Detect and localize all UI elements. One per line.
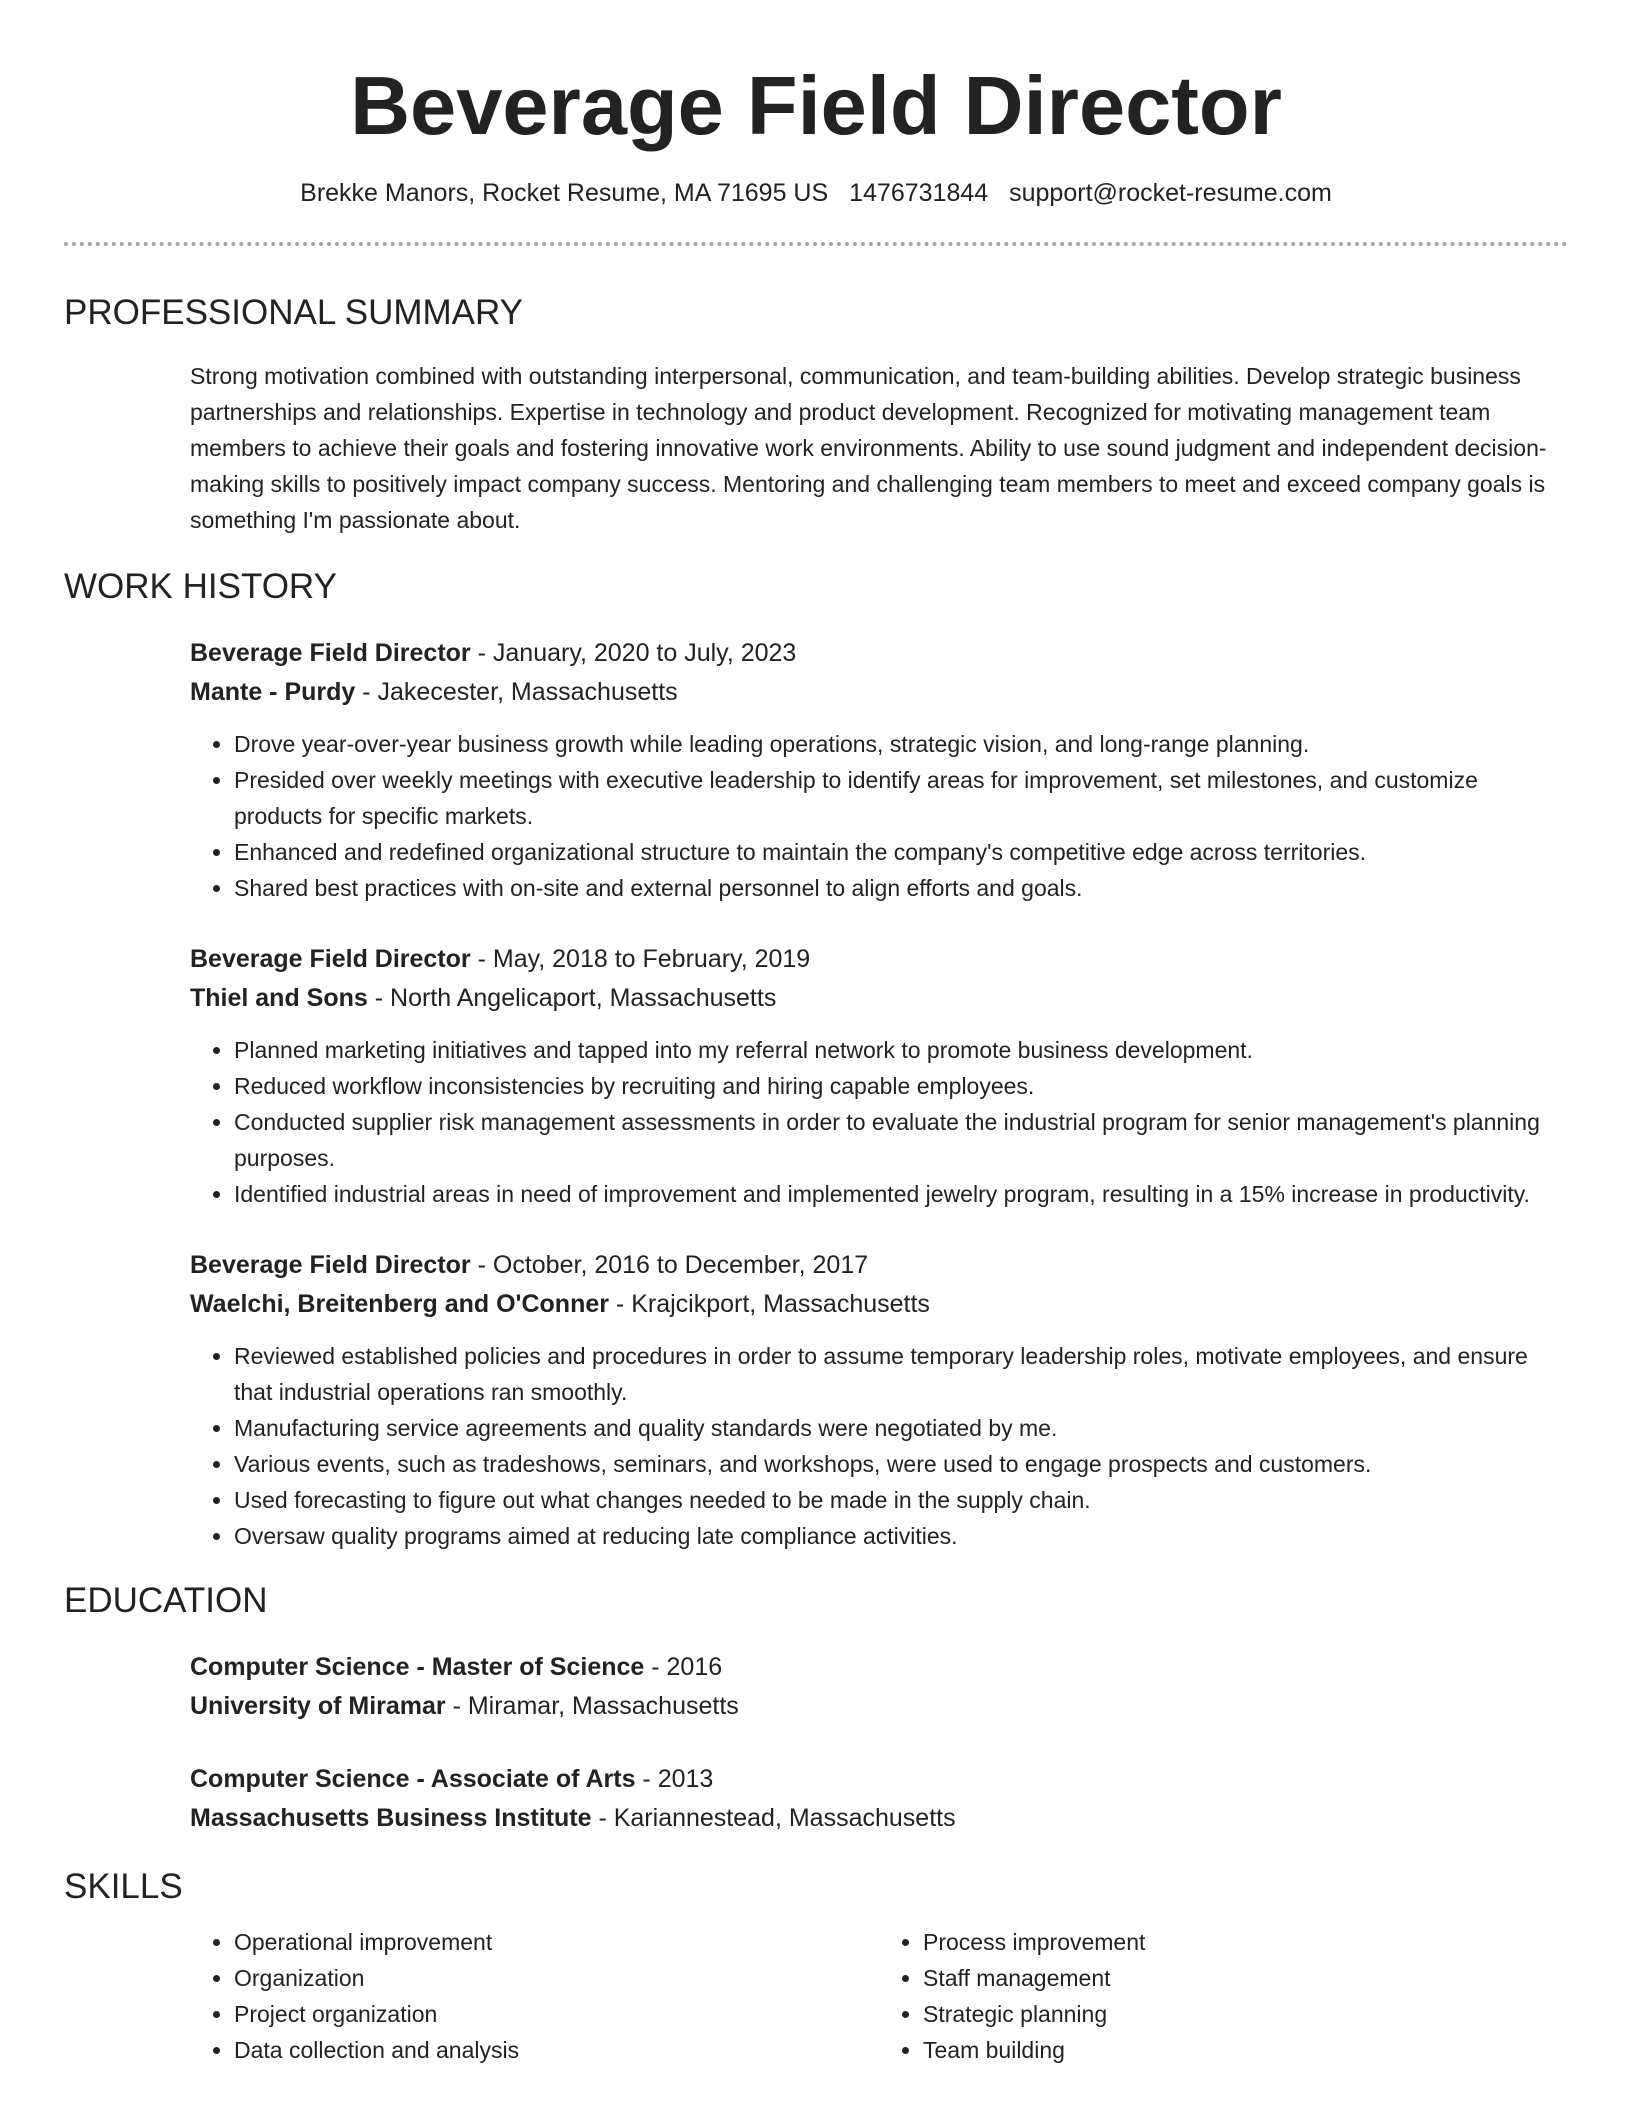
job-bullet: • Presided over weekly meetings with executive leadership to identify areas for improvement, set milestones, and customize products for specific markets. xyxy=(234,762,1568,834)
job-company: Mante - Purdy xyxy=(190,678,356,706)
education-year: - 2013 xyxy=(635,1765,714,1793)
job-location: - Jakecester, Massachusetts xyxy=(355,678,678,706)
job-company-line xyxy=(190,1285,1568,1324)
education-location: - Kariannestead, Massachusetts xyxy=(591,1804,956,1832)
job-company-line xyxy=(190,979,1568,1018)
job-location: - North Angelicaport, Massachusetts xyxy=(367,984,777,1012)
skill-item: • Project organization xyxy=(234,1996,879,2032)
section-title-summary: PROFESSIONAL SUMMARY xyxy=(64,293,523,332)
job-bullet: • Reduced workflow inconsistencies by recruiting and hiring capable employees. xyxy=(234,1068,1568,1104)
job-bullets xyxy=(190,1338,1568,1554)
job-role: Beverage Field Director xyxy=(190,639,471,667)
section-title-education: EDUCATION xyxy=(64,1581,268,1620)
education-location: - Miramar, Massachusetts xyxy=(445,1692,739,1720)
skills-column-left xyxy=(190,1924,879,2068)
education-degree: Computer Science - Master of Science xyxy=(190,1653,645,1681)
education-entry xyxy=(190,1648,1568,1726)
contact-address: Brekke Manors, Rocket Resume, MA 71695 US xyxy=(300,179,829,207)
education-school: Massachusetts Business Institute xyxy=(190,1804,592,1832)
job-role: Beverage Field Director xyxy=(190,945,471,973)
skill-item: • Operational improvement xyxy=(234,1924,879,1960)
job-title-line xyxy=(190,1246,1568,1285)
skill-item: • Process improvement xyxy=(923,1924,1568,1960)
education-degree-line xyxy=(190,1760,1568,1799)
education-school: University of Miramar xyxy=(190,1692,446,1720)
contact-phone: 1476731844 xyxy=(849,179,989,207)
job-bullet: • Shared best practices with on-site and external personnel to align efforts and goals. xyxy=(234,870,1568,906)
education-degree: Computer Science - Associate of Arts xyxy=(190,1765,636,1793)
job-role: Beverage Field Director xyxy=(190,1251,471,1279)
job-location: - Krajcikport, Massachusetts xyxy=(608,1290,930,1318)
job-dates: - January, 2020 to July, 2023 xyxy=(470,639,797,667)
job-bullet: • Reviewed established policies and procedures in order to assume temporary leadership roles, motivate employees, and ensure that industrial operations ran smoothly. xyxy=(234,1338,1568,1410)
header-divider xyxy=(64,242,1568,246)
skill-item: • Staff management xyxy=(923,1960,1568,1996)
job-bullet: • Identified industrial areas in need of improvement and implemented jewelry program, resulting in a 15% increase in productivity. xyxy=(234,1176,1568,1212)
job-bullet: • Various events, such as tradeshows, seminars, and workshops, were used to engage prospects and customers. xyxy=(234,1446,1568,1482)
section-title-skills: SKILLS xyxy=(64,1867,183,1906)
section-title-work-history: WORK HISTORY xyxy=(64,567,337,606)
education-school-line xyxy=(190,1799,1568,1838)
job-bullet: • Drove year-over-year business growth while leading operations, strategic vision, and long-range planning. xyxy=(234,726,1568,762)
work-history-list xyxy=(190,634,1568,1554)
job-dates: - October, 2016 to December, 2017 xyxy=(470,1251,869,1279)
job-bullet: • Used forecasting to figure out what changes needed to be made in the supply chain. xyxy=(234,1482,1568,1518)
candidate-name: Beverage Field Director xyxy=(350,59,1282,152)
job-bullets xyxy=(190,1032,1568,1212)
job-company: Thiel and Sons xyxy=(190,984,368,1012)
job-entry xyxy=(190,940,1568,1212)
job-entry xyxy=(190,634,1568,906)
education-entry xyxy=(190,1760,1568,1838)
education-list xyxy=(190,1648,1568,1838)
contact-line xyxy=(64,178,1568,208)
job-title-line xyxy=(190,940,1568,979)
job-bullet: • Enhanced and redefined organizational structure to maintain the company's competitive edge across territories. xyxy=(234,834,1568,870)
job-company-line xyxy=(190,673,1568,712)
skill-item: • Data collection and analysis xyxy=(234,2032,879,2068)
job-bullet: • Oversaw quality programs aimed at reducing late compliance activities. xyxy=(234,1518,1568,1554)
job-title-line xyxy=(190,634,1568,673)
resume-page xyxy=(64,0,1568,2068)
job-bullet: • Planned marketing initiatives and tapped into my referral network to promote business development. xyxy=(234,1032,1568,1068)
skills-column-right xyxy=(879,1924,1568,2068)
job-dates: - May, 2018 to February, 2019 xyxy=(470,945,811,973)
skill-item: • Organization xyxy=(234,1960,879,1996)
job-bullet: • Conducted supplier risk management assessments in order to evaluate the industrial program for senior management's planning purposes. xyxy=(234,1104,1568,1176)
skills-list xyxy=(190,1924,1568,2068)
education-degree-line xyxy=(190,1648,1568,1687)
job-entry xyxy=(190,1246,1568,1554)
skill-item: • Strategic planning xyxy=(923,1996,1568,2032)
education-year: - 2016 xyxy=(644,1653,723,1681)
job-bullet: • Manufacturing service agreements and quality standards were negotiated by me. xyxy=(234,1410,1568,1446)
job-company: Waelchi, Breitenberg and O'Conner xyxy=(190,1290,609,1318)
skill-item: • Team building xyxy=(923,2032,1568,2068)
contact-email: support@rocket-resume.com xyxy=(1009,179,1332,207)
job-bullets xyxy=(190,726,1568,906)
education-school-line xyxy=(190,1687,1568,1726)
summary-text: Strong motivation combined with outstanding interpersonal, communication, and team-building abilities. Develop strategic business partnerships and relationships. Expertise in technology and product development. Recognized for motivating management team members to achieve their goals and fostering innovative work environments. Ability to use sound judgment and independent decision-making skills to positively impact company success. Mentoring and challenging team members to meet and exceed company goals is something I'm passionate about. xyxy=(190,363,1547,533)
